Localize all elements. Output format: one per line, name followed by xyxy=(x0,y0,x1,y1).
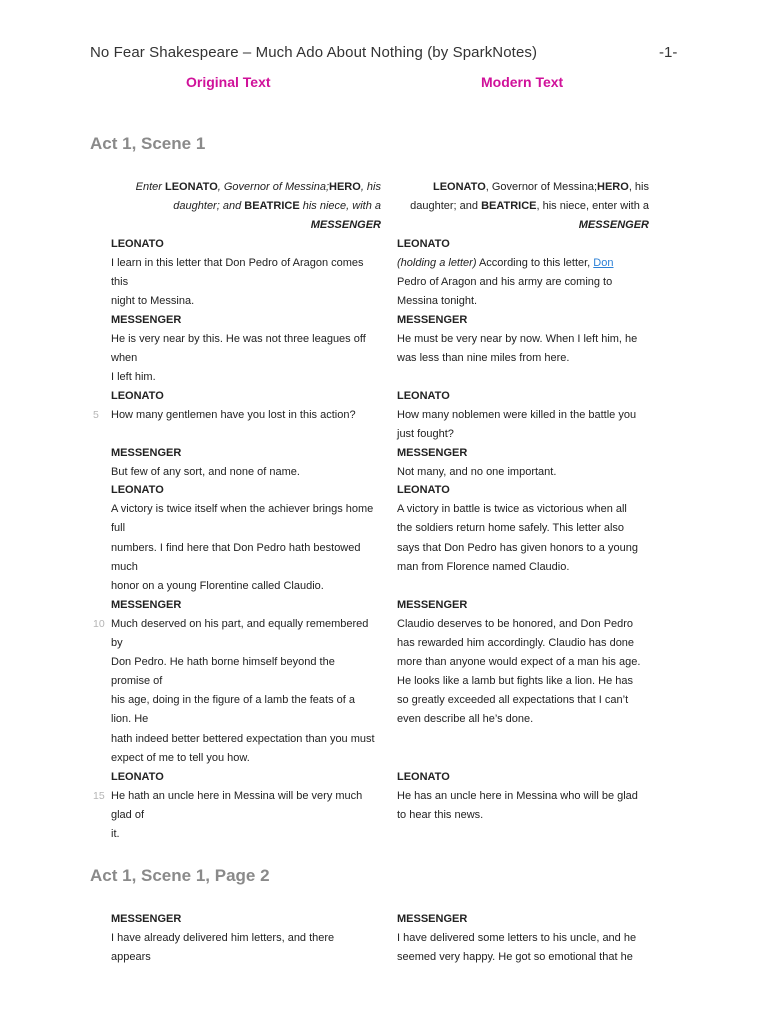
modern-line: says that Don Pedro has given honors to a young xyxy=(397,542,638,554)
verse-line: He hath an uncle here in Messina will be very much xyxy=(111,790,363,802)
stage-character: MESSENGER xyxy=(578,219,649,231)
speaker-name: LEONATO xyxy=(111,238,164,250)
verse-line: night to Messina. xyxy=(111,295,195,307)
verse-line: I learn in this letter that Don Pedro of Aragon comes xyxy=(111,257,364,269)
speaker-name: MESSENGER xyxy=(111,913,182,925)
modern-line: Messina tonight. xyxy=(397,295,478,307)
stage-text: , Governor of Messina; xyxy=(217,181,330,193)
verse-line: lion. He xyxy=(111,713,149,725)
modern-line: Pedro of Aragon and his army are coming to xyxy=(397,276,613,288)
stage-direction-modern xyxy=(410,178,649,235)
modern-line: has rewarded him accordingly. Claudio has done xyxy=(397,637,635,649)
modern-text: According to this letter, xyxy=(476,257,594,269)
stage-text: , his xyxy=(628,181,649,193)
modern-line: He has an uncle here in Messina who will be glad xyxy=(397,790,638,802)
speaker-name: MESSENGER xyxy=(397,599,468,611)
modern-line: the soldiers return home safely. This letter also xyxy=(397,522,625,534)
stage-character: HERO xyxy=(329,181,361,193)
speaker-name: MESSENGER xyxy=(397,913,468,925)
speaker-name: LEONATO xyxy=(397,484,450,496)
stage-character: HERO xyxy=(597,181,629,193)
verse-line: I left him. xyxy=(111,371,156,383)
stage-text: daughter; and xyxy=(410,200,482,212)
document-title: No Fear Shakespeare – Much Ado About Nothing (by SparkNotes) xyxy=(90,44,538,61)
stage-text: , his niece, enter with a xyxy=(536,200,649,212)
stage-text: , his xyxy=(360,181,381,193)
stage-text: daughter; and xyxy=(173,200,245,212)
original-text-heading: Original Text xyxy=(186,74,271,90)
modern-line: so greatly exceeded all expectations that I can’t xyxy=(397,694,629,706)
stage-text: his niece, with a xyxy=(299,200,381,212)
modern-line: to hear this news. xyxy=(397,809,484,821)
modern-line: even describe all he’s done. xyxy=(397,713,534,725)
speaker-name: LEONATO xyxy=(397,771,450,783)
speaker-name: MESSENGER xyxy=(111,447,182,459)
verse-line: by xyxy=(111,637,123,649)
modern-line: Claudio deserves to be honored, and Don Pedro xyxy=(397,618,634,630)
modern-line: How many noblemen were killed in the battle you xyxy=(397,409,637,421)
verse-line: A victory is twice itself when the achiever brings home xyxy=(111,503,374,515)
verse-line: glad of xyxy=(111,809,145,821)
speaker-name: MESSENGER xyxy=(111,599,182,611)
speaker-name: LEONATO xyxy=(397,238,450,250)
page-number: -1- xyxy=(659,44,678,61)
verse-line: Don Pedro. He hath borne himself beyond the xyxy=(111,656,335,668)
verse-line: numbers. I find here that Don Pedro hath bestowed xyxy=(111,542,361,554)
verse-line: But few of any sort, and none of name. xyxy=(111,466,300,478)
speaker-name: MESSENGER xyxy=(397,447,468,459)
modern-line: He looks like a lamb but fights like a lion. He has xyxy=(397,675,634,687)
modern-line: more than anyone would expect of a man his age. xyxy=(397,656,641,668)
speaker-name: LEONATO xyxy=(397,390,450,402)
verse-line: his age, doing in the figure of a lamb the feats of a xyxy=(111,694,355,706)
verse-line: honor on a young Florentine called Claudio. xyxy=(111,580,324,592)
modern-line: A victory in battle is twice as victorious when all xyxy=(397,503,627,515)
verse-line: appears xyxy=(111,951,151,963)
stage-note: (holding a letter) xyxy=(397,257,477,269)
verse-line: it. xyxy=(111,828,120,840)
stage-direction-original xyxy=(136,178,381,235)
modern-line: He must be very near by now. When I left him, he xyxy=(397,333,638,345)
modern-text-heading: Modern Text xyxy=(481,74,564,90)
stage-character: LEONATO xyxy=(432,181,486,193)
modern-line xyxy=(397,254,613,273)
stage-character: BEATRICE xyxy=(244,200,300,212)
verse-line: promise of xyxy=(111,675,163,687)
stage-text: , Governor of Messina; xyxy=(485,181,598,193)
verse-line: much xyxy=(111,561,138,573)
scene-title: Act 1, Scene 1 xyxy=(90,134,206,153)
verse-line: I have already delivered him letters, and there xyxy=(111,932,335,944)
modern-line: Not many, and no one important. xyxy=(397,466,557,478)
modern-line: just fought? xyxy=(397,428,454,440)
verse-line: He is very near by this. He was not three leagues off xyxy=(111,333,366,345)
verse-line: this xyxy=(111,276,129,288)
stage-character: BEATRICE xyxy=(481,200,537,212)
stage-text: Enter xyxy=(135,181,165,193)
line-number: 10 xyxy=(93,618,105,630)
line-number: 5 xyxy=(93,409,99,421)
speaker-name: LEONATO xyxy=(111,390,164,402)
stage-character: LEONATO xyxy=(164,181,218,193)
verse-line: expect of me to tell you how. xyxy=(111,752,250,764)
speaker-name: MESSENGER xyxy=(111,314,182,326)
speaker-name: MESSENGER xyxy=(397,314,468,326)
modern-line: man from Florence named Claudio. xyxy=(397,561,570,573)
verse-line: full xyxy=(111,522,126,534)
stage-character: MESSENGER xyxy=(310,219,381,231)
scene-page-title: Act 1, Scene 1, Page 2 xyxy=(90,866,270,885)
speaker-name: LEONATO xyxy=(111,484,164,496)
verse-line: hath indeed better bettered expectation than you must xyxy=(111,733,375,745)
don-pedro-link[interactable]: Don xyxy=(593,257,614,269)
modern-line: I have delivered some letters to his uncle, and he xyxy=(397,932,637,944)
verse-line: Much deserved on his part, and equally remembered xyxy=(111,618,369,630)
modern-line: was less than nine miles from here. xyxy=(397,352,570,364)
verse-line: How many gentlemen have you lost in this action? xyxy=(111,409,356,421)
speaker-name: LEONATO xyxy=(111,771,164,783)
line-number: 15 xyxy=(93,790,105,802)
verse-line: when xyxy=(111,352,138,364)
modern-line: seemed very happy. He got so emotional that he xyxy=(397,951,633,963)
